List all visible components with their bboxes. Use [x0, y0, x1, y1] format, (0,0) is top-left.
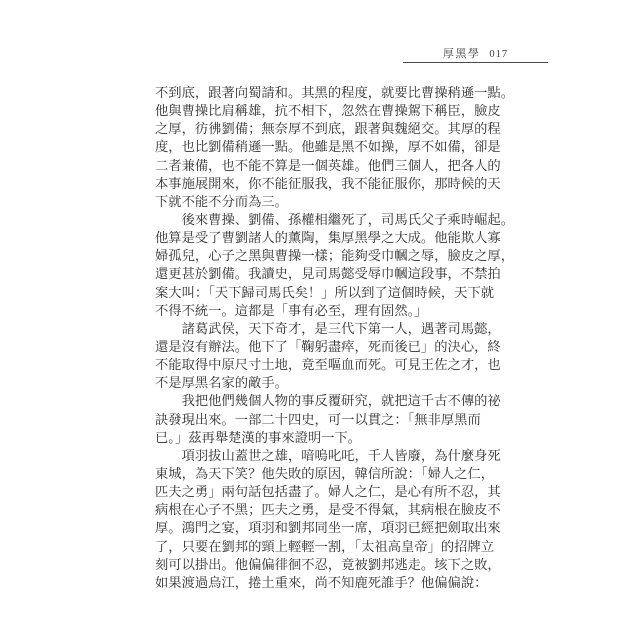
text-line: 東城，為天下笑？他失敗的原因，韓信所說：「婦人之仁， — [155, 465, 495, 481]
text-line: 病根在心子不黑；匹夫之勇，是受不得氣，其病根在臉皮不 — [155, 502, 501, 518]
text-line: 之厚，彷彿劉備；無奈厚不到底，跟著與魏絕交。其厚的程 — [155, 121, 501, 137]
text-line: 了，只要在劉邦的頸上輕輕一割，「太祖高皇帝」的招牌立 — [155, 538, 495, 554]
header-rule — [403, 62, 548, 63]
text-line: 還更甚於劉備。我讀史，見司馬懿受辱巾幗這段事，不禁拍 — [155, 266, 501, 282]
page-number: 017 — [489, 49, 509, 60]
text-line: 還是沒有辦法。他下了「鞠躬盡瘁，死而後已」的決心，終 — [155, 338, 501, 354]
text-line: 如果渡過烏江，捲土重來，尚不知鹿死誰手？他偏偏說： — [155, 574, 488, 590]
text-line: 不能取得中原尺寸土地，竟至嘔血而死。可見王佐之才，也 — [155, 357, 501, 373]
text-line: 諸葛武侯，天下奇才，是三代下第一人，遇著司馬懿， — [155, 320, 501, 336]
text-line: 婦孤兒，心子之黑與曹操一樣；能夠受巾幗之辱，臉皮之厚， — [155, 248, 515, 264]
text-line: 項羽拔山蓋世之雄，喑嗚叱吒，千人皆廢，為什麼身死 — [155, 447, 501, 463]
text-line: 不到底，跟著向蜀請和。其黑的程度，就要比曹操稍遜一點。 — [155, 85, 515, 100]
text-line: 已。」茲再舉楚漢的事來證明一下。 — [155, 429, 362, 445]
book-title: 厚黑學 — [442, 48, 481, 60]
text-line: 他算是受了曹劉諸人的薰陶，集厚黑學之大成。他能欺人寡 — [155, 230, 501, 246]
text-line: 我把他們幾個人物的事反覆研究，就把這千古不傳的祕 — [155, 393, 501, 409]
text-line: 訣發現出來。一部二十四史，可一以貫之：「無非厚黑而 — [155, 411, 481, 427]
text-line: 厚。鴻門之宴，項羽和劉邦同坐一席，項羽已經把劍取出來 — [155, 520, 501, 536]
text-line: 不是厚黑名家的敵手。 — [155, 375, 288, 391]
text-line: 刻可以掛出。他偏偏徘徊不忍，竟被劉邦逃走。垓下之敗， — [155, 556, 501, 572]
text-line: 後來曹操、劉備、孫權相繼死了，司馬氏父子乘時崛起。 — [155, 211, 515, 227]
body-text — [155, 84, 513, 592]
text-line: 案大叫：「天下歸司馬氏矣！」所以到了這個時候，天下就 — [155, 284, 495, 300]
running-header — [403, 45, 548, 61]
text-line: 二者兼備，也不能不算是一個英雄。他們三個人，把各人的 — [155, 157, 501, 173]
text-line: 不得不統一。這都是「事有必至，理有固然。」 — [155, 302, 428, 318]
text-line: 度，也比劉備稍遜一點。他雖是黑不如操，厚不如備，卻是 — [155, 139, 501, 155]
text-line: 他與曹操比肩稱雄，抗不相下，忽然在曹操駕下稱臣，臉皮 — [155, 103, 501, 119]
text-line: 下就不能不分而為三。 — [155, 193, 288, 209]
text-line: 匹夫之勇」兩句話包括盡了。婦人之仁，是心有所不忍，其 — [155, 484, 501, 500]
text-line: 本事施展開來，你不能征服我，我不能征服你，那時候的天 — [155, 175, 501, 191]
